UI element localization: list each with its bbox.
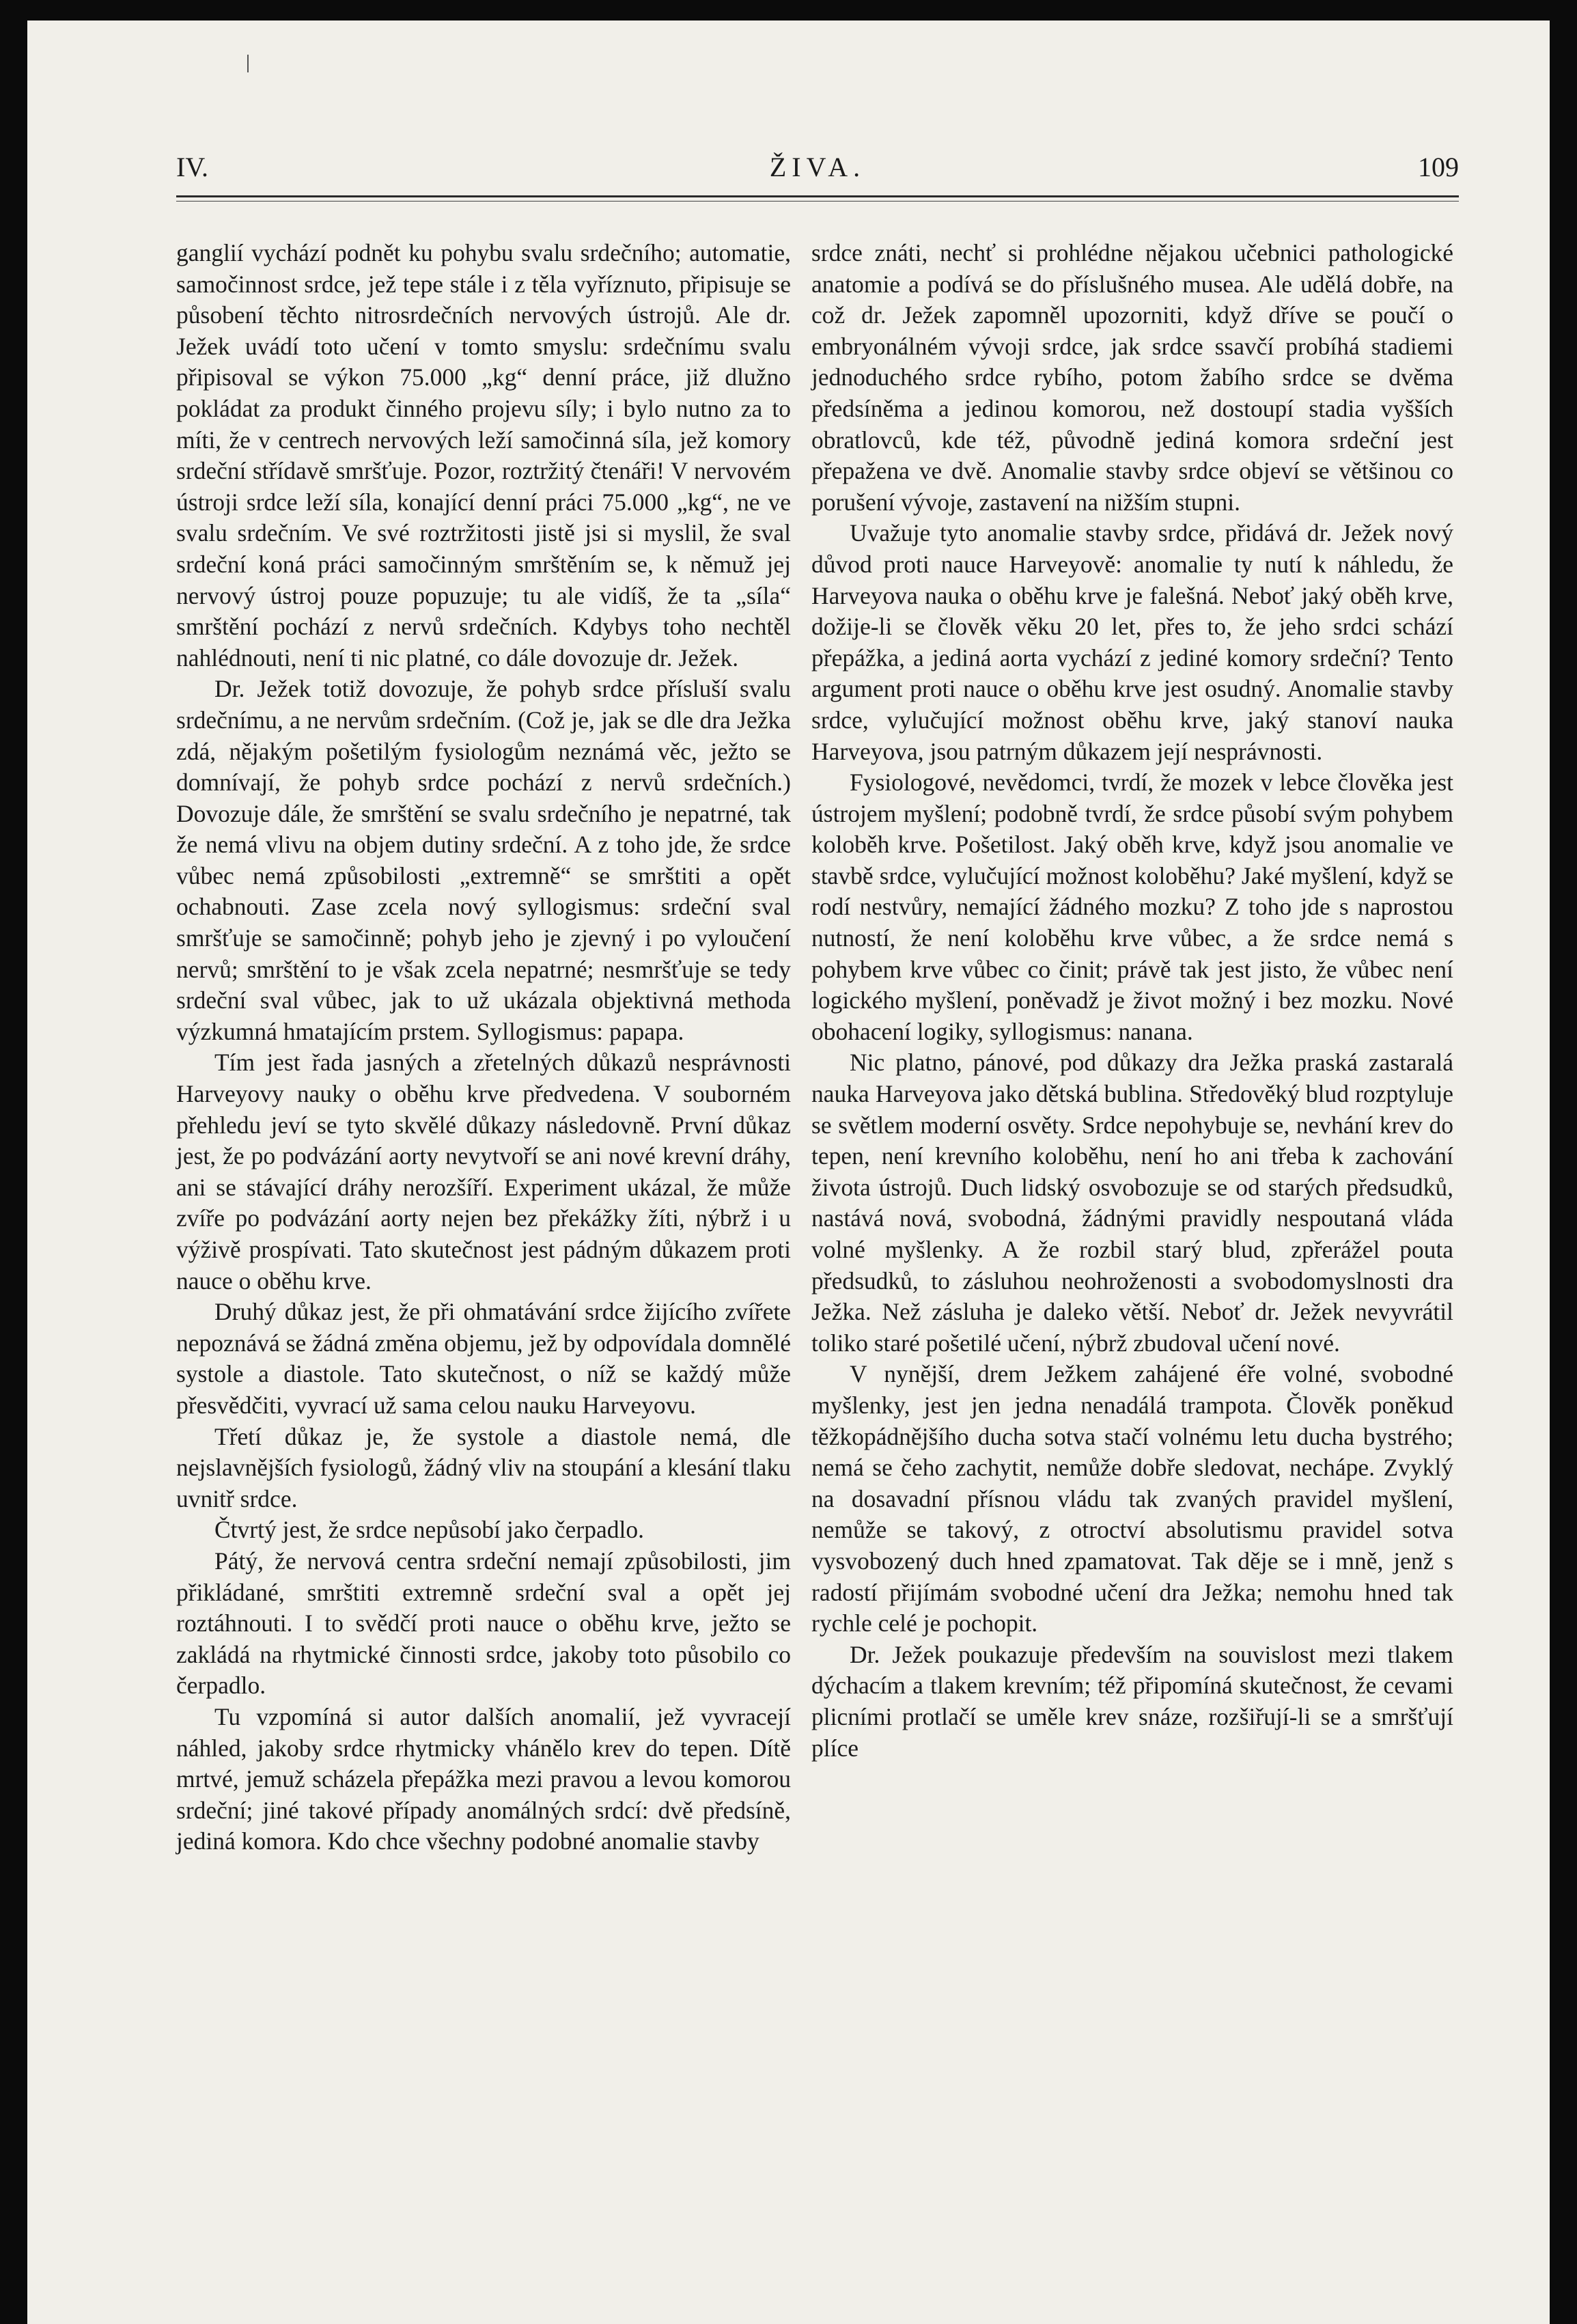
paragraph: Tím jest řada jasných a zřetelných důkazů nesprávnosti Harveyovy nauky o oběhu krve předvedena. V souborném přehledu jeví se tyto skvělé důkazy následovně. První důkaz jest, že po podvázání aorty nevytvoří se ani nové krevní dráhy, ani se stávající dráhy nerozšíří. Experiment ukázal, že může zvíře po podvázání aorty nejen bez překážky žíti, nýbrž i u výživě prospívati. Tato skutečnost jest pádným důkazem proti nauce o oběhu krve.: [176, 1049, 791, 1295]
paragraph: Dr. Ježek totiž dovozuje, že pohyb srdce přísluší svalu srdečnímu, a ne nervům srdečním. (Což je, jak se dle dra Ježka zdá, nějakým pošetilým fysiologům neznámá věc, ježto se domnívají, že pohyb srdce pochází z nervů srdečních.) Dovozuje dále, že smrštění se svalu srdečního je nepatrné, tak že nemá vlivu na objem dutiny srdeční. A z toho jde, že srdce vůbec nemá způsobilosti „extremně“ se smrštiti a opět ochabnouti. Zase zcela nový syllogismus: srdeční sval smršťuje se samočinně; pohyb jeho je zjevný i po vyloučení nervů; smrštění to je však zcela nepatrné; nesmršťuje se tedy srdeční sval vůbec, jak to už ukázala objektivná methoda výzkumná hmatajícím prstem. Syllogismus: papapa.: [176, 675, 791, 1045]
paragraph: Fysiologové, nevědomci, tvrdí, že mozek v lebce člověka jest ústrojem myšlení; podobně tvrdí, že srdce působí svým pohybem koloběh krve. Pošetilost. Jaký oběh krve, když jsou anomalie ve stavbě srdce, vylučující možnost koloběhu? Jaké myšlení, když se rodí nestvůry, nemající žádného mozku? Z toho jde s naprostou nutností, že není koloběhu krve vůbec, a že srdce nemá s pohybem krve vůbec co činit; právě tak jest jisto, že vůbec není logického myšlení, poněvadž je život možný i bez mozku. Nové obohacení logiky, syllogismus: nanana.: [811, 769, 1453, 1045]
text-column-right: [811, 238, 1453, 1764]
paragraph: Tu vzpomíná si autor dalších anomalií, jež vyvracejí náhled, jakoby srdce rhytmicky vhánělo krev do tepen. Dítě mrtvé, jemuž scházela přepážka mezi pravou a levou komorou srdeční; jiné takové případy anomálných srdcí: dvě předsíně, jediná komora. Kdo chce všechny podobné anomalie stavby: [176, 1702, 791, 1855]
paragraph: srdce znáti, nechť si prohlédne nějakou učebnici pathologické anatomie a podívá se do příslušného musea. Ale udělá dobře, na což dr. Ježek zapomněl upozorniti, když dříve se poučí o embryonálném vývoji srdce, jak srdce ssavčí probíhá stadiemi jednoduchého srdce rybího, potom žabího srdce se dvěma předsíněma a jedinou komorou, než dostoupí stadia vyšších obratlovců, kde též, původně jediná komora srdeční jest přepažena ve dvě. Anomalie stavby srdce objeví se většinou co porušení vývoje, zastavení na nižším stupni.: [811, 239, 1453, 516]
paragraph: Čtvrtý jest, že srdce nepůsobí jako čerpadlo.: [214, 1516, 644, 1544]
paragraph: Uvažuje tyto anomalie stavby srdce, přidává dr. Ježek nový důvod proti nauce Harveyově: anomalie ty nutí k náhledu, že Harveyova nauka o oběhu krve je falešná. Neboť jaký oběh krve, dožije-li se člověk věku 20 let, přes to, že jeho srdci schází přepážka, a jediná aorta vychází z jediné komory srdeční? Tento argument proti nauce o oběhu krve jest osudný. Anomalie stavby srdce, vylučující možnost oběhu krve, jaký stanoví nauka Harveyova, jsou patrným důkazem její nesprávnosti.: [811, 519, 1453, 765]
header-rule-thin: [176, 201, 1459, 202]
paragraph: V nynější, drem Ježkem zahájené éře volné, svobodné myšlenky, jest jen jedna nenadálá trampota. Člověk poněkud těžkopádnějšího ducha sotva stačí volnému letu ducha bystrého; nemá se čeho zachytit, nemůže dobře sledovat, nechápe. Zvyklý na dosavadní přísnou vládu tak zvaných pravidel myšlení, nemůže se takový, z otroctví absolutismu pravidel sotva vysvobozený duch hned zpamatovat. Tak děje se i mně, jenž s radostí přijímám svobodné učení dra Ježka; nemohu hned tak rychle celé je pochopit.: [811, 1360, 1453, 1637]
paragraph: Dr. Ježek poukazuje především na souvislost mezi tlakem dýchacím a tlakem krevním; též připomíná skutečnost, že cevami plicními protlačí se uměle krev snáze, rozšiřují-li se a smršťují plíce: [811, 1640, 1453, 1762]
paragraph: Druhý důkaz jest, že při ohmatávání srdce žijícího zvířete nepoznává se žádná změna objemu, jež by odpovídala domnělé systole a diastole. Tato skutečnost, o níž se každý může přesvědčiti, vyvrací už sama celou nauku Harveyovu.: [176, 1298, 791, 1419]
scan-mark: [247, 55, 249, 72]
journal-title: ŽIVA.: [769, 152, 866, 182]
paragraph: Nic platno, pánové, pod důkazy dra Ježka praská zastaralá nauka Harveyova jako dětská bublina. Středověký blud rozptyluje se světlem moderní osvěty. Srdce nepohybuje se, nevhání krev do tepen, není krevního koloběhu, není ho ani třeba k zachování života ústrojů. Duch lidský osvobozuje se od starých předsudků, nastává nová, svobodná, žádnými pravidly nespoutaná vláda volné myšlenky. A že rozbil starý blud, zpřerážel pouta předsudků, to zásluhou neohroženosti a svobodomyslnosti dra Ježka. Než zásluha je daleko větší. Neboť dr. Ježek nevyvrátil toliko staré pošetilé učení, nýbrž zbudoval učení nové.: [811, 1049, 1453, 1357]
page-number: 109: [1418, 152, 1459, 182]
running-header: [176, 150, 1459, 184]
paragraph: Pátý, že nervová centra srdeční nemají způsobilosti, jim přikládané, smrštiti extremně srdeční sval a opět jej roztáhnouti. I to svědčí proti nauce o oběhu krve, ježto se zakládá na rhytmické činnosti srdce, jakoby toto působilo co čerpadlo.: [176, 1547, 791, 1700]
paragraph: ganglií vychází podnět ku pohybu svalu srdečního; automatie, samočinnost srdce, jež tepe stále i z těla vyříznuto, připisuje se působení těchto nitrosrdečních nervových ústrojů. Ale dr. Ježek uvádí toto učení v tomto smyslu: srdečnímu svalu připisoval se výkon 75.000 „kg“ denní práce, již dlužno pokládat za produkt činného projevu síly; i bylo nutno za to míti, že v centrech nervových leží samočinná síla, jež komory srdeční střídavě smršťuje. Pozor, roztržitý čtenáři! V nervovém ústroji srdce leží síla, konající denní práci 75.000 „kg“, ne ve svalu srdečním. Ve své roztržitosti jistě jsi si myslil, že sval srdeční koná práci samočinným smrštěním se, k němuž jej nervový ústroj pouze popuzuje; tu ale vidíš, že ta „síla“ smrštění pochází z nervů srdečních. Kdybys toho nechtěl nahlédnouti, není ti nic platné, co dále dovozuje dr. Ježek.: [176, 239, 791, 672]
volume-number: IV.: [176, 152, 209, 182]
journal-page: [27, 20, 1550, 2324]
text-column-left: [176, 238, 791, 1857]
paragraph: Třetí důkaz je, že systole a diastole nemá, dle nejslavnějších fysiologů, žádný vliv na stoupání a klesání tlaku uvnitř srdce.: [176, 1422, 791, 1512]
header-rule-thick: [176, 195, 1459, 197]
